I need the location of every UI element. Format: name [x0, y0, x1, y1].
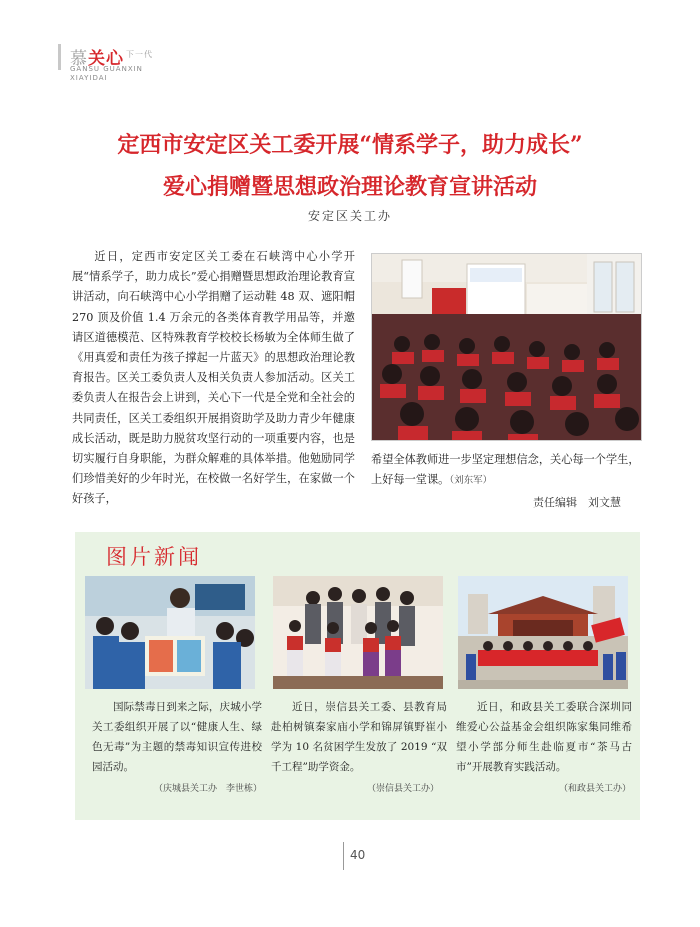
photo-caption-text: 希望全体教师进一步坚定理想信念，关心每一个学生，上好每一堂课。	[371, 453, 640, 486]
article-title-line1: 定西市安定区关工委开展“情系学子，助力成长”	[117, 132, 583, 158]
news-photo-antidrug	[85, 576, 255, 689]
logo-prefix: 慕	[70, 49, 88, 69]
news-item-2-credit: （崇信县关工办）	[366, 784, 439, 794]
picture-news-title: 图片新闻	[106, 545, 202, 569]
article-paragraph: 近日，定西市安定区关工委在石峡湾中心小学开展“情系学子，助力成长”爱心捐赠暨思想政治理论教育宣讲活动，向石峡湾中心小学捐赠了运动鞋 48 双、遮阳帽 270 顶及价值 1.4 万余元的各类体育教学用品等，并邀请区道德模范、区特殊教育学校校长杨敏为全体师生做了《用真爱和责任为孩子撑起一片蓝天》的思想政治理论教育报告。区关工委负责人及相关负责人参加活动。区关工委负责人在报告会上讲到，关心下一代是全党和全社会的共同责任，区关工委组织开展捐资助学及助力青少年健康成长活动，既是助力脱贫攻坚行动的一项重要内容，也是切实履行自身职能，为群众解难的具体举措。他勉励同学们珍惜美好的少年时光，在校做一名好学生，在家做一个好孩子，	[72, 250, 355, 506]
logo-highlight: 关心	[88, 49, 124, 69]
article-title-line2: 爱心捐赠暨思想政治理论教育宣讲活动	[162, 174, 537, 200]
photo-credit: （刘东军）	[449, 475, 493, 486]
news-item-2-text: 近日，崇信县关工委、县教育局赴柏树镇秦家庙小学和锦屏镇野崔小学为 10 名贫困学生发放了 2019 “双千工程”助学资金。	[271, 701, 447, 773]
logo-english-line2: XIAYIDAI	[70, 74, 108, 82]
news-item-3-credit: （和政县关工办）	[558, 784, 631, 794]
news-photo-donation	[273, 576, 443, 689]
news-item-1-text: 国际禁毒日到来之际，庆城小学关工委组织开展了以“健康人生、绿色无毒”为主题的禁毒知识宣传进校园活动。	[92, 701, 262, 773]
page-number-divider	[343, 842, 344, 870]
header-divider	[58, 44, 61, 70]
page-number: 40	[350, 848, 366, 862]
news-item-3-text: 近日，和政县关工委联合深圳同维爱心公益基金会组织陈家集同维希望小学部分师生赴临夏市“茶马古市”开展教育实践活动。	[456, 701, 632, 773]
news-item-1	[92, 697, 262, 777]
news-photo-field-trip	[458, 576, 628, 689]
article-byline: 安定区关工办	[307, 209, 392, 223]
responsible-editor: 责任编辑 刘文慧	[533, 496, 621, 509]
article-body	[72, 247, 355, 510]
news-item-3	[456, 697, 632, 777]
news-item-2	[271, 697, 447, 777]
news-item-1-credit: （庆城县关工办 李世栋）	[153, 784, 262, 794]
logo-suffix: 下一代	[126, 50, 153, 60]
photo-caption	[371, 450, 640, 491]
logo-english-line1: GANSU GUANXIN	[70, 65, 143, 73]
lecture-photo	[371, 253, 642, 441]
